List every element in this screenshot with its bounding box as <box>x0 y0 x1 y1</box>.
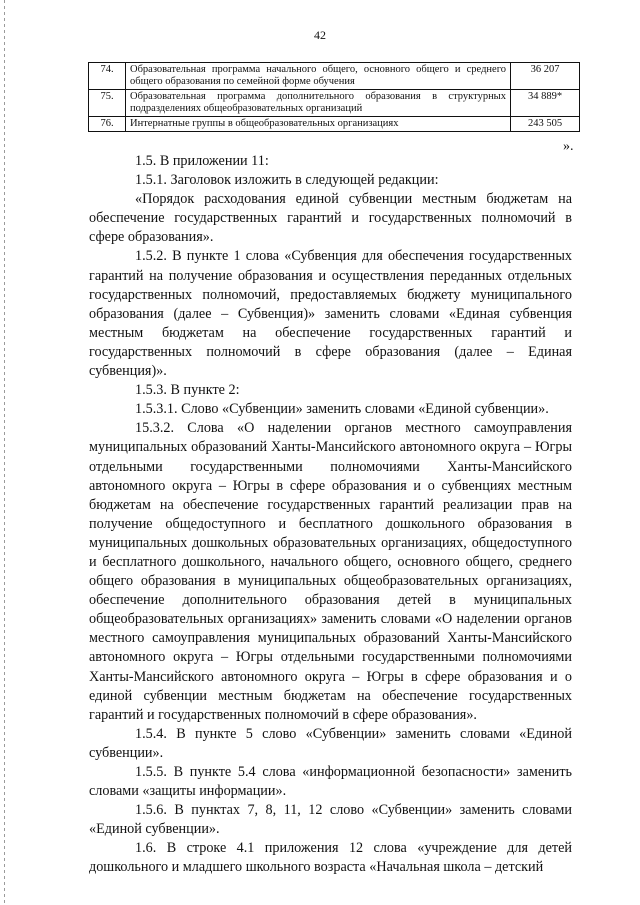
table-row <box>89 117 580 132</box>
paragraph-1-5-3-1: 1.5.3.1. Слово «Субвенции» заменить словами «Единой субвенции». <box>135 401 549 418</box>
paragraph-1-5: 1.5. В приложении 11: <box>135 153 269 169</box>
row-number: 76. <box>89 117 126 132</box>
table-row <box>89 63 580 90</box>
closing-quote: ». <box>563 139 574 154</box>
paragraph-1-5-5: 1.5.5. В пункте 5.4 слова «информационной безопасности» заменить словами «защиты информации». <box>89 764 572 800</box>
paragraph-1-5-3: 1.5.3. В пункте 2: <box>135 382 240 399</box>
document-body <box>89 152 572 878</box>
paragraph-1-5-4: 1.5.4. В пункте 5 слово «Субвенции» заменить словами «Единой субвенции». <box>89 725 572 761</box>
paragraph-1-5-2: 1.5.2. В пункте 1 слова «Субвенция для обеспечения государственных гарантий на получение образования и осуществления переданных отдельных государственных полномочий, предоставляемых бюджету муниципального образования (далее – Субвенция)» заменить словами «Единая субвенция местным бюджетам на обеспечение государственных гарантий и государственных полномочий в сфере образования (далее – Единая субвенция)». <box>89 248 572 380</box>
row-number: 75. <box>89 90 126 117</box>
row-number: 74. <box>89 63 126 90</box>
paragraph-1-5-1: 1.5.1. Заголовок изложить в следующей редакции: <box>135 172 439 189</box>
row-value: 243 505 <box>511 117 580 132</box>
subvention-table <box>88 62 580 132</box>
scan-edge-line <box>4 0 5 905</box>
paragraph-new-title: «Порядок расходования единой субвенции местным бюджетам на обеспечение государственных гарантий и государственных полномочий в сфере образования». <box>89 191 572 246</box>
table-row <box>89 90 580 117</box>
row-description: Образовательная программа начального общего, основного общего и среднего общего образования по семейной форме обучения <box>126 63 511 90</box>
row-description: Интернатные группы в общеобразовательных организациях <box>126 117 511 132</box>
page-number: 42 <box>314 28 326 42</box>
row-value: 36 207 <box>511 63 580 90</box>
row-description: Образовательная программа дополнительного образования в структурных подразделениях общеобразовательных организаций <box>126 90 511 117</box>
paragraph-1-5-3-2: 15.3.2. Слова «О наделении органов местного самоуправления муниципальных образований Ханты-Мансийского автономного округа – Югры отдельными государственными полномочиями Ханты-Мансийского автономного округа – Югры в сфере образования и о субвенциях местным бюджетам на обеспечение государственных гарантий реализации прав на получение общедоступного и бесплатного дошкольного образования в муниципальных дошкольных образовательных организациях, общедоступного и бесплатного дошкольного, начального общего, основного общего, среднего общего образования в муниципальных общеобразовательных организациях, обеспечение дополнительного образования детей в муниципальных общеобразовательных организациях» заменить словами «О наделении органов местного самоуправления муниципальных образований Ханты-Мансийского автономного округа – Югры отдельными государственными полномочиями Ханты-Мансийского автономного округа – Югры в сфере образования и о единой субвенции местным бюджетам на обеспечение государственных гарантий и государственных полномочий в сфере образования». <box>89 420 572 723</box>
paragraph-1-6: 1.6. В строке 4.1 приложения 12 слова «учреждение для детей дошкольного и младшего школьного возраста «Начальная школа – детский <box>89 840 572 876</box>
row-value: 34 889* <box>511 90 580 117</box>
paragraph-1-5-6: 1.5.6. В пунктах 7, 8, 11, 12 слово «Субвенции» заменить словами «Единой субвенции». <box>89 802 572 838</box>
